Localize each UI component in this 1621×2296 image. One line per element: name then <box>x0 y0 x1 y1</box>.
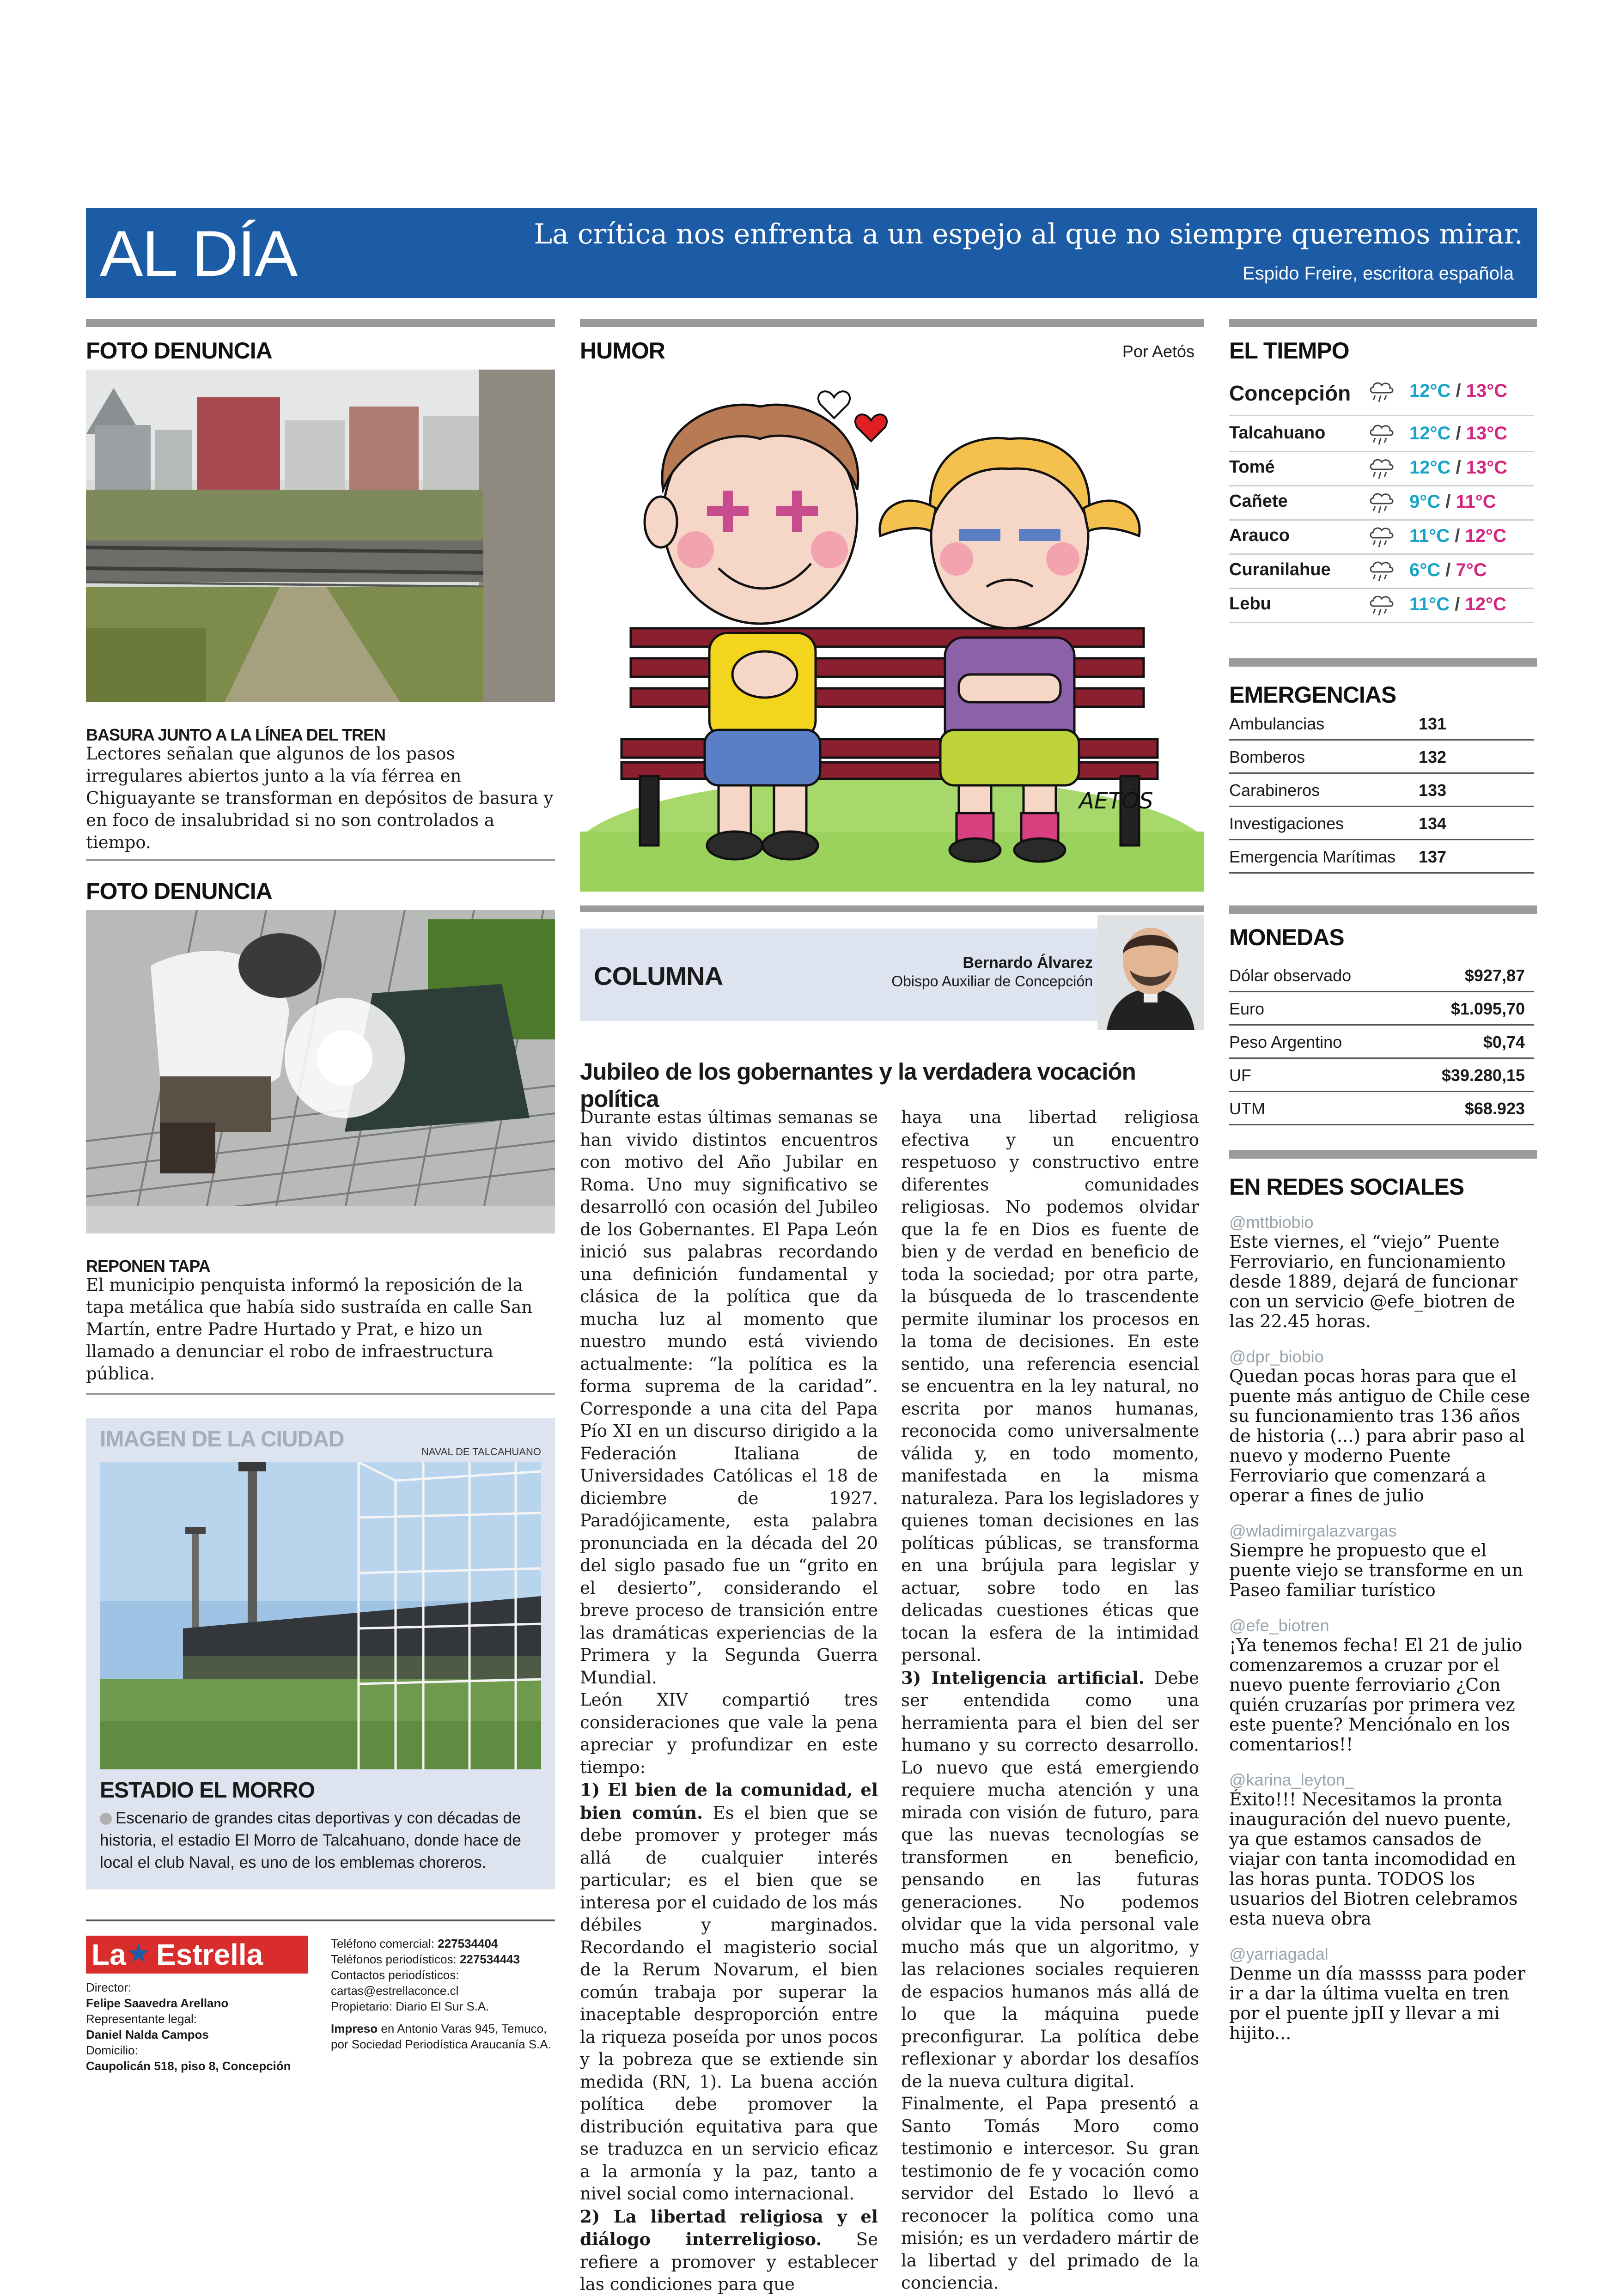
columna-right-p3: Finalmente, el Papa presentó a Santo Tomás Moro como testimonio e intercesor. Su gran testimonio de fe y vocación como servidor del Estado lo llevó a reconocer la política como una misión; es un verdadero mártir de la libertad y del primado de la conciencia. <box>901 2094 1199 2293</box>
weather-temp <box>1409 457 1507 478</box>
weather-city: Talcahuano <box>1229 423 1326 443</box>
rain-cloud-icon <box>1368 592 1396 618</box>
columna-left-p3: Es el bien que se debe promover y proteger más allá de cualquier interés particular; es el bien que se interesa por el cuidado de los más débiles y marginados. Recordando el magisterio social de la Rerum Novarum, el bien común trabaja por superar la inaceptable desproporción entre la riqueza poseída por unos pocos y la pobreza que se extiende sin medida (RN, 1). La buena acción política debe promover la distribución equitativa para que se traduzca en un servicio eficaz a la armonía y la paz, tanto a nivel social como internacional. <box>580 1803 878 2204</box>
tweets-list <box>1229 1213 1537 2081</box>
cartoon-illustration <box>580 370 1204 892</box>
tel-per-line <box>331 1951 555 1967</box>
columna-left-p3-wrap <box>580 1779 878 2205</box>
weather-min: 12°C <box>1409 381 1451 401</box>
imagen-heading: IMAGEN DE LA CIUDAD <box>100 1427 344 1452</box>
monedas-list <box>1229 959 1537 1125</box>
tweet-text: Éxito!!! Necesitamos la pronta inauguración del nuevo puente, ya que estamos cansados de viajar con tanta incomodidad en las horas punta. TODOS los usuarios del Biotren celebramos esta nueva obra <box>1229 1789 1518 1929</box>
foto2-body: El municipio penquista informó la reposición de la tapa metálica que había sido sustraída en calle San Martín, entre Padre Hurtado y Prat, e hizo un llamado a denunciar el robo de infraestructura pública. <box>86 1275 533 1384</box>
list-label: Bomberos <box>1229 747 1305 766</box>
columna-right-h3: 3) Inteligencia artificial. <box>901 1667 1145 1688</box>
section-header <box>86 208 1537 298</box>
welding-photo <box>86 910 555 1233</box>
list-label: Emergencia Marítimas <box>1229 847 1396 866</box>
weather-max: 11°C <box>1456 492 1496 512</box>
monedas-heading: MONEDAS <box>1229 924 1344 950</box>
weather-sep: / <box>1455 526 1460 546</box>
logo-text-estrella: Estrella <box>156 1938 263 1971</box>
masthead-staff <box>86 1980 308 2074</box>
divider <box>86 1919 555 1921</box>
author-portrait <box>1097 915 1204 1030</box>
weather-temp <box>1409 492 1496 512</box>
list-value: $68.923 <box>1464 1099 1525 1118</box>
star-icon: ★ <box>127 1938 151 1969</box>
tweet-handle[interactable]: @karina_leyton_ <box>1229 1770 1354 1789</box>
columna-left-p1: Durante estas últimas semanas se han vivido distintos encuentros con motivo del Año Jubilar en Roma. Uno muy significativo se desarrolló con ocasión del Jubileo de los Gobernantes. El Papa León inició sus palabras recordando una definición fundamental y clásica de la política que da mucha luz al momento que nuestro mundo está viviendo actualmente: “la política es la forma suprema de la caridad”. Corresponde a una cita del Papa Pío XI en un discurso dirigido a la Federación Italiana de Universidades Católicas el 18 de diciembre de 1927. Paradójicamente, esta palabra pronunciada en la década del 20 del siglo pasado fue un “grito en el desierto”, considerando el breve proceso de transición entre las dramáticas experiencias de la Primera y la Segunda Guerra Mundial. <box>580 1107 878 1688</box>
contact-email[interactable]: cartas@estrellaconce.cl <box>331 1984 459 1998</box>
weather-city: Cañete <box>1229 492 1288 511</box>
columna-header <box>580 929 1204 1021</box>
weather-city: Concepción <box>1229 381 1351 405</box>
foto2-photo <box>86 910 555 1233</box>
list-row <box>1229 840 1534 874</box>
divider <box>580 319 1204 327</box>
redes-heading: EN REDES SOCIALES <box>1229 1174 1464 1200</box>
weather-min: 12°C <box>1409 423 1451 443</box>
tweet <box>1229 1944 1537 2043</box>
domicilio: Caupolicán 518, piso 8, Concepción <box>86 2059 291 2073</box>
stadium-photo <box>100 1462 541 1769</box>
list-row <box>1229 740 1534 774</box>
weather-max: 13°C <box>1466 457 1508 478</box>
list-row <box>1229 1025 1534 1059</box>
header-quote: La crítica nos enfrenta a un espejo al que no siempre queremos mirar. <box>534 218 1523 250</box>
rain-cloud-icon <box>1368 490 1396 516</box>
tweet-text: Siempre he propuesto que el puente viejo se transforme en un Paseo familiar turístico <box>1229 1540 1523 1600</box>
weather-min: 6°C <box>1409 560 1441 580</box>
divider <box>1229 905 1537 914</box>
weather-temp <box>1409 423 1507 444</box>
cartoon-signature: AETÓS <box>1079 788 1153 814</box>
list-row <box>1229 1058 1534 1092</box>
impreso-label: Impreso <box>331 2022 378 2035</box>
list-label: Euro <box>1229 999 1265 1018</box>
list-row <box>1229 959 1534 992</box>
columna-author-role: Obispo Auxiliar de Concepción <box>891 973 1093 990</box>
list-value: $0,74 <box>1483 1033 1525 1051</box>
weather-max: 12°C <box>1465 594 1506 614</box>
tiempo-heading: EL TIEMPO <box>1229 338 1349 364</box>
logo-text-la: La <box>91 1938 126 1971</box>
tweet-text: Quedan pocas horas para que el puente más antiguo de Chile cese su funcionamiento tras 136 años de historia (...) para abrir paso al nuevo y moderno Puente Ferroviario que comenzará a operar a fines de julio <box>1229 1366 1530 1506</box>
weather-max: 12°C <box>1465 526 1506 546</box>
weather-max: 13°C <box>1466 381 1508 401</box>
list-row <box>1229 807 1534 840</box>
author-photo <box>1097 915 1204 1030</box>
columna-text-left <box>580 1106 878 2296</box>
list-row <box>1229 773 1534 807</box>
emergencias-list <box>1229 707 1537 873</box>
legal-label: Representante legal: <box>86 2012 197 2026</box>
list-row <box>1229 707 1534 741</box>
weather-sep: / <box>1455 594 1460 614</box>
tweet-handle[interactable]: @wladimirgalazvargas <box>1229 1521 1397 1540</box>
tweet-handle[interactable]: @yarriagadal <box>1229 1944 1328 1963</box>
columna-author: Bernardo Álvarez <box>963 954 1093 972</box>
weather-row <box>1229 588 1534 623</box>
columna-tag: COLUMNA <box>594 961 723 990</box>
columna-left-h1: 1) El bien de la comunidad, el bien común. <box>580 1780 878 1823</box>
weather-sep: / <box>1445 560 1451 580</box>
railway-photo <box>86 370 555 702</box>
list-label: UF <box>1229 1066 1251 1085</box>
impreso: en Antonio Varas 945, Temuco, por Sociedad Periodística Araucanía S.A. <box>331 2022 551 2051</box>
weather-temp <box>1409 594 1506 615</box>
tel-per-label: Teléfonos periodísticos: <box>331 1952 457 1966</box>
weather-row <box>1229 553 1534 589</box>
weather-row <box>1229 374 1534 416</box>
tel-per: 227534443 <box>459 1952 520 1966</box>
masthead-contact <box>331 1936 555 2052</box>
list-label: Ambulancias <box>1229 714 1325 733</box>
tweet <box>1229 1616 1537 1755</box>
list-label: Peso Argentino <box>1229 1033 1342 1051</box>
tweet <box>1229 1770 1537 1929</box>
imagen-photo <box>100 1462 541 1769</box>
foto2-heading: FOTO DENUNCIA <box>86 878 272 904</box>
list-row <box>1229 992 1534 1026</box>
tweet-handle[interactable]: @dpr_biobio <box>1229 1347 1324 1366</box>
weather-sep: / <box>1445 492 1451 512</box>
tel-com: 227534404 <box>438 1937 498 1950</box>
left-column <box>86 319 555 2088</box>
weather-max: 7°C <box>1456 560 1487 580</box>
weather-temp <box>1409 381 1507 401</box>
rain-cloud-icon <box>1368 558 1396 584</box>
rain-cloud-icon <box>1368 456 1396 481</box>
rain-cloud-icon <box>1368 421 1396 447</box>
estrella-logo <box>86 1936 308 1974</box>
list-label: UTM <box>1229 1099 1265 1118</box>
imagen-photo-tag: NAVAL DE TALCAHUANO <box>421 1446 541 1458</box>
columna-left-h2: 2) La libertad religiosa y el diálogo interreligioso. <box>580 2206 878 2249</box>
columna-right-p2-wrap <box>901 1667 1199 2093</box>
tel-com-label: Teléfono comercial: <box>331 1937 434 1950</box>
list-value: 131 <box>1419 714 1447 733</box>
weather-city: Arauco <box>1229 526 1290 545</box>
weather-temp <box>1409 526 1506 547</box>
imagen-box <box>86 1418 555 1889</box>
foto1-body: Lectores señalan que algunos de los pasos irregulares abiertos junto a la vía férrea en Chiguayante se transforman en depósitos de basura y en foco de insalubridad si no son controlados a tiempo. <box>86 744 554 852</box>
weather-city: Curanilahue <box>1229 560 1331 579</box>
tweet-text: Este viernes, el “viejo” Puente Ferroviario, en funcionamiento desde 1889, dejará de funcionar con un servicio @efe_biotren de las 22.45 horas. <box>1229 1232 1517 1331</box>
humor-byline: Por Aetós <box>1122 342 1194 361</box>
propietario-label: Propietario: <box>331 1999 392 2013</box>
rain-cloud-icon <box>1368 524 1396 550</box>
domicilio-label: Domicilio: <box>86 2043 138 2057</box>
divider <box>86 859 555 861</box>
list-row <box>1229 1092 1534 1125</box>
weather-row <box>1229 451 1534 486</box>
list-value: 134 <box>1419 814 1447 833</box>
tweet <box>1229 1521 1537 1600</box>
weather-sep: / <box>1456 457 1461 478</box>
weather-sep: / <box>1456 423 1461 443</box>
divider <box>1229 658 1537 667</box>
foto1-photo <box>86 370 555 702</box>
list-label: Dólar observado <box>1229 966 1352 985</box>
impreso-line <box>331 2021 555 2052</box>
foto1-title: BASURA JUNTO A LA LÍNEA DEL TREN <box>86 725 386 744</box>
center-column <box>580 319 1204 2294</box>
rain-cloud-icon <box>1368 379 1396 405</box>
weather-min: 12°C <box>1409 457 1451 478</box>
imagen-body: Escenario de grandes citas deportivas y con décadas de historia, el estadio El Morro de Talcahuano, donde hace de local el club Naval, es uno de los emblemas choreros. <box>100 1809 521 1871</box>
list-value: $1.095,70 <box>1450 999 1525 1018</box>
columna-right-p2: Debe ser entendida como una herramienta para el bien del ser humano y su correcto desarrollo. Lo nuevo que está emergiendo requiere mucha atención y una mirada con visión de futuro, para que las nuevas tecnologías se transformen en beneficio, pensando en las futuras generaciones. No podemos olvidar que la vida personal vale mucho más que un algoritmo, y las relaciones sociales requieren de espacios humanos más allá de lo que la máquina puede preconfigurar. La política debe reflexionar y abordar los desafíos de la nueva cultura digital. <box>901 1668 1199 2091</box>
weather-list <box>1229 374 1537 633</box>
list-value: $927,87 <box>1464 966 1525 985</box>
list-label: Carabineros <box>1229 781 1320 800</box>
tweet-text: Denme un día massss para poder ir a dar la última vuelta en tren por el puente jpII y llevar a mi hijito... <box>1229 1963 1526 2043</box>
section-title: AL DÍA <box>100 217 297 290</box>
weather-city: Tomé <box>1229 457 1275 477</box>
legal-name: Daniel Nalda Campos <box>86 2028 209 2041</box>
tweet-handle[interactable]: @efe_biotren <box>1229 1616 1329 1635</box>
weather-min: 11°C <box>1409 594 1450 614</box>
columna-left-p4: Se refiere a promover y establecer las condiciones para que <box>580 2229 878 2294</box>
divider <box>1229 1150 1537 1159</box>
columna-left-p4-wrap <box>580 2205 878 2296</box>
list-value: 133 <box>1419 781 1447 800</box>
propietario: Diario El Sur S.A. <box>396 1999 489 2013</box>
tweet <box>1229 1347 1537 1506</box>
emergencias-heading: EMERGENCIAS <box>1229 682 1396 708</box>
weather-max: 13°C <box>1466 423 1508 443</box>
list-value: 137 <box>1419 847 1447 866</box>
columna-left-p2: León XIV compartió tres consideraciones que vale la pena apreciar y profundizar en este tiempo: <box>580 1690 878 1777</box>
columna-title: Jubileo de los gobernantes y la verdadera vocación política <box>580 1058 1136 1112</box>
weather-row <box>1229 417 1534 452</box>
director-name: Felipe Saavedra Arellano <box>86 1996 229 2010</box>
list-value: 132 <box>1419 747 1447 766</box>
weather-city: Lebu <box>1229 594 1271 613</box>
humor-cartoon <box>580 370 1204 892</box>
tweet-text: ¡Ya tenemos fecha! El 21 de julio comenzaremos a cruzar por el nuevo puente ferroviario ¿Con quién cruzarías por primera vez este puente? Menciónalo en los comentarios!! <box>1229 1635 1523 1755</box>
divider <box>86 319 555 327</box>
columna-right-p1: haya una libertad religiosa efectiva y un encuentro respetuoso y constructivo entre diferentes comunidades religiosas. No podemos olvidar que la fe en Dios es fuente de bien y de verdad en beneficio de toda la sociedad; por otra parte, la búsqueda de lo trascendente permite iluminar los procesos en la toma de decisiones. En este sentido, una referencia esencial se encuentra en la ley natural, no escrita por manos humanas, reconocida como universalmente válida y, en todo momento, manifestada en la misma naturaleza. Para los legisladores y quienes toman decisiones en las políticas públicas, se transforma en una brújula para legislar y actuar, sobre todo en las delicadas cuestiones éticas que tocan la esfera de la intimidad personal. <box>901 1107 1199 1665</box>
list-label: Investigaciones <box>1229 814 1344 833</box>
foto2-title: REPONEN TAPA <box>86 1257 210 1276</box>
propietario-line <box>331 1998 555 2014</box>
weather-min: 9°C <box>1409 492 1441 512</box>
tel-com-line <box>331 1936 555 1951</box>
list-value: $39.280,15 <box>1441 1066 1525 1085</box>
tweet-handle[interactable]: @mttbiobio <box>1229 1213 1314 1232</box>
director-label: Director: <box>86 1980 132 1994</box>
contactos-label: Contactos periodísticos: <box>331 1968 459 1982</box>
divider <box>580 905 1204 912</box>
weather-row <box>1229 519 1534 555</box>
divider <box>86 1393 555 1395</box>
weather-sep: / <box>1456 381 1461 401</box>
right-column <box>1229 319 1539 2088</box>
columna-text-right <box>901 1106 1199 2295</box>
tweet <box>1229 1213 1537 1331</box>
foto1-heading: FOTO DENUNCIA <box>86 338 272 364</box>
humor-heading: HUMOR <box>580 338 665 364</box>
weather-row <box>1229 485 1534 521</box>
header-quote-author: Espido Freire, escritora española <box>1243 263 1514 284</box>
divider <box>1229 319 1537 327</box>
imagen-title: ESTADIO EL MORRO <box>100 1778 315 1803</box>
weather-temp <box>1409 560 1487 581</box>
weather-min: 11°C <box>1409 526 1450 546</box>
